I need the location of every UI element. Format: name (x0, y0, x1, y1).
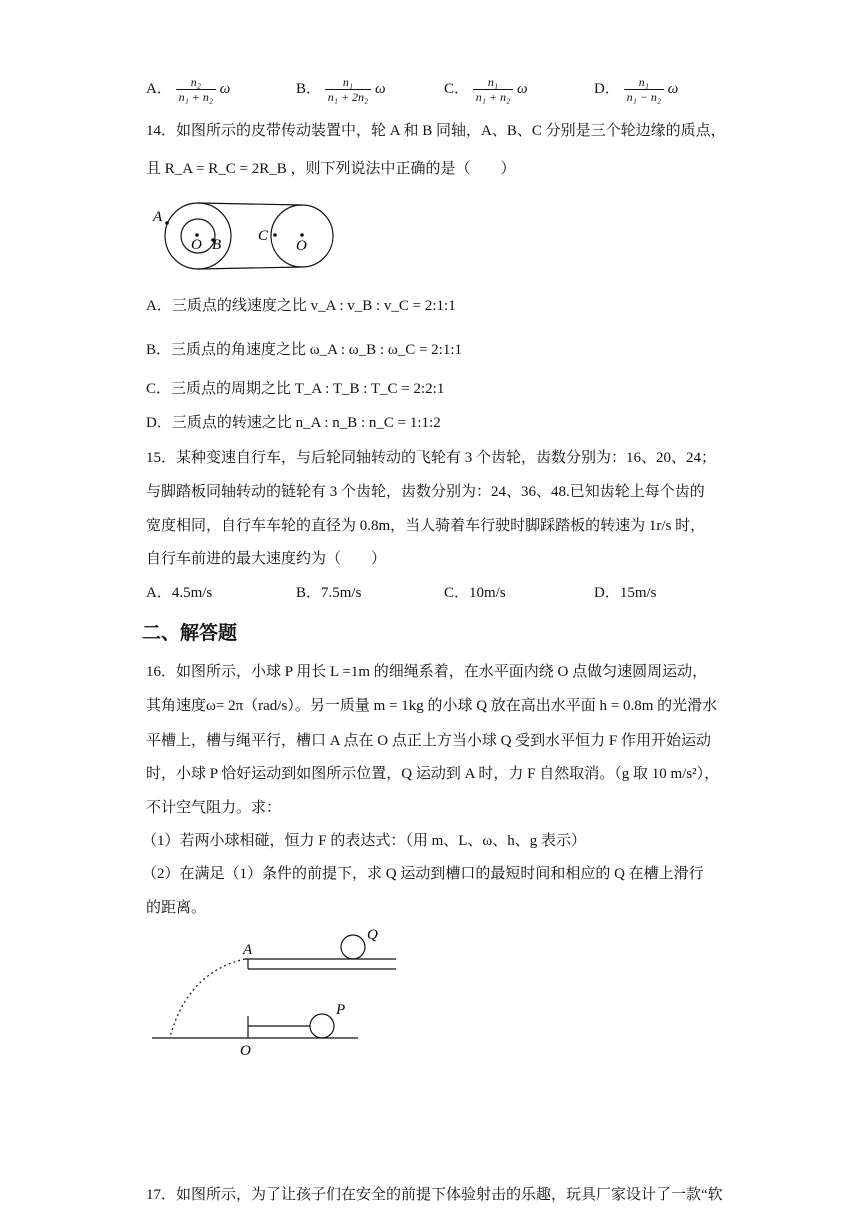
q14-stem-line1: 14．如图所示的皮带传动装置中，轮 A 和 B 同轴，A、B、C 分别是三个轮边缘的质点， (146, 123, 726, 139)
q17-stem-line1: 17．如图所示，为了让孩子们在安全的前提下体验射击的乐趣，玩具厂家设计了一款“软 (146, 1187, 723, 1203)
q14-option-c: C．三质点的周期之比 T_A : T_B : T_C = 2:2:1 (146, 381, 445, 397)
q14-stem-line2: 且 R_A = R_C = 2R_B ，则下列说法中正确的是（ ） (146, 161, 516, 177)
q16-stem-line1: 16．如图所示，小球 P 用长 L =1m 的细绳系着，在水平面内绕 O 点做匀速圆周运动， (146, 664, 708, 680)
q15-option-b: B．7.5m/s (296, 585, 362, 601)
fraction: $\frac{\text{n₂}}{\text{n₁ + n₂}}$ (176, 75, 216, 104)
q16-stem-line2: 其角速度ω= 2π（rad/s）。另一质量 m = 1kg 的小球 Q 放在高出水平面 h = 0.8m 的光滑水 (146, 698, 718, 714)
q15-stem-line2: 与脚踏板同轴转动的链轮有 3 个齿轮，齿数分别为：24、36、48.已知齿轮上每个齿的 (146, 484, 705, 500)
q16-sub2-line1: （2）在满足（1）条件的前提下，求 Q 运动到槽口的最短时间和相应的 Q 在槽上滑行 (142, 866, 704, 882)
ball-p (310, 1014, 334, 1038)
belt-pulley-figure (150, 198, 340, 273)
fraction: $\frac{\text{n₁}}{\text{n₁ + n₂}}$ (473, 75, 513, 104)
label-a: A (243, 942, 253, 958)
q15-option-c: C．10m/s (444, 585, 506, 601)
q16-stem-line5: 不计空气阻力。求： (146, 800, 282, 816)
label-q: Q (367, 927, 378, 943)
q14-option-a: A．三质点的线速度之比 v_A : v_B : v_C = 2:1:1 (146, 298, 456, 314)
label-o2: O (296, 238, 307, 254)
q15-option-d: D．15m/s (594, 585, 657, 601)
q15-stem-line3: 宽度相同，自行车车轮的直径为 0.8m，当人骑着车行驶时脚踩踏板的转速为 1r/s 时， (146, 518, 706, 534)
label-b: B (212, 237, 222, 253)
q15-option-a: A．4.5m/s (146, 585, 213, 601)
fraction: $\frac{\text{n₁}}{\text{n₁ − n₂}}$ (624, 75, 664, 104)
q16-sub1: （1）若两小球相碰，恒力 F 的表达式：（用 m、L、ω、h、g 表示） (142, 833, 587, 849)
belt-top (198, 203, 302, 205)
ball-q (341, 935, 365, 959)
q13-option-c: C． $\frac{\text{n₁}}{\text{n₁ + n₂}}$ ω (444, 75, 528, 104)
label-a: A (153, 209, 163, 225)
trajectory (170, 959, 245, 1037)
label-c: C (258, 228, 269, 244)
fraction: $\frac{\text{n₁}}{\text{n₁ + 2n₂}}$ (325, 75, 371, 104)
label-p: P (336, 1002, 346, 1018)
q14-option-b: B．三质点的角速度之比 ω_A : ω_B : ω_C = 2:1:1 (146, 342, 463, 358)
q13-option-a: A． $\frac{\text{n₂}}{\text{n₁ + n₂}}$ ω (146, 75, 231, 104)
q16-stem-line4: 时，小球 P 恰好运动到如图所示位置，Q 运动到 A 时，力 F 自然取消。（g 取 10 m/s²）， (146, 766, 720, 782)
trough-ball-figure (148, 922, 408, 1062)
q13-option-b: B． $\frac{\text{n₁}}{\text{n₁ + 2n₂}}$ ω (296, 75, 386, 104)
q15-stem-line1: 15．某种变速自行车，与后轮同轴转动的飞轮有 3 个齿轮，齿数分别为：16、20、24； (146, 450, 717, 466)
q16-sub2-line2: 的距离。 (146, 900, 207, 916)
q16-stem-line3: 平槽上，槽与绳平行，槽口 A 点在 O 点正上方当小球 Q 受到水平恒力 F 作用开始运动 (146, 733, 712, 749)
label-o: O (240, 1043, 251, 1059)
q14-option-d: D．三质点的转速之比 n_A : n_B : n_C = 1:1:2 (146, 415, 441, 431)
belt-bottom (198, 267, 302, 269)
q15-stem-line4: 自行车前进的最大速度约为（ ） (146, 551, 387, 567)
label-o1: O (191, 237, 202, 253)
q13-option-d: D． $\frac{\text{n₁}}{\text{n₁ − n₂}}$ ω (594, 75, 679, 104)
section-title: 二、解答题 (142, 623, 238, 644)
